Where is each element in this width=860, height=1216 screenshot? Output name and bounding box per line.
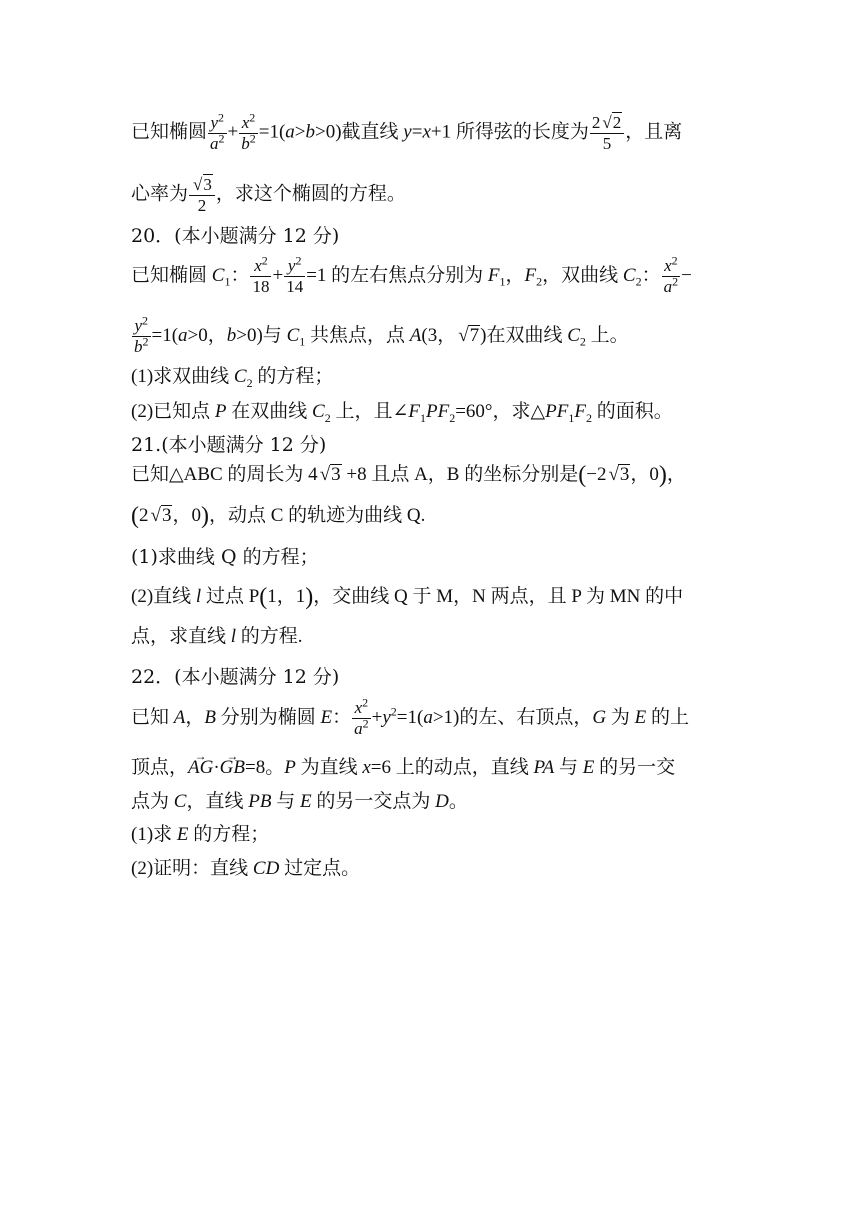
text: 过定点。 — [279, 858, 361, 879]
var: a — [178, 324, 188, 346]
var: C — [286, 324, 300, 346]
question-21-header: 21.(本小题满分 12 分) — [131, 434, 327, 456]
line-13 — [131, 624, 303, 650]
var: y — [134, 316, 143, 335]
var: C — [312, 401, 325, 422]
sqrt: √ 3 — [203, 174, 213, 195]
num: 2 — [591, 113, 601, 132]
line-7 — [131, 399, 673, 425]
text: ，0 — [630, 464, 659, 485]
line-15 — [131, 695, 690, 739]
line-6 — [131, 364, 333, 390]
var: b — [241, 133, 250, 153]
text: +8 且点 A，B 的坐标分别是 — [341, 464, 579, 485]
line-19 — [131, 856, 360, 882]
var: l — [230, 626, 237, 647]
var: a — [423, 706, 433, 728]
text: 顶点， — [131, 757, 189, 778]
var: F — [524, 264, 537, 286]
sub: 2 — [324, 410, 331, 425]
text: (2)直线 — [131, 586, 196, 607]
var: a — [210, 133, 219, 153]
text: ，直线 — [186, 791, 249, 812]
line-16 — [131, 755, 675, 781]
text: ： — [641, 264, 661, 286]
text: =1( — [151, 324, 179, 346]
fraction — [239, 109, 258, 154]
var: E — [634, 706, 647, 728]
var: x — [241, 112, 250, 132]
text: ， — [505, 264, 525, 286]
text: ，交曲线 Q 于 M，N 两点，且 P 为 MN 的中 — [313, 586, 684, 607]
fraction — [132, 313, 151, 357]
text: 的方程； — [252, 366, 334, 387]
sqrt: √ 3 — [618, 464, 630, 485]
text: ： — [230, 264, 250, 286]
sup: 2 — [390, 704, 397, 719]
text: 的上 — [646, 706, 690, 728]
sup: 2 — [249, 130, 256, 145]
line-9 — [131, 462, 686, 488]
text: =1( — [258, 121, 286, 143]
var: x — [254, 256, 262, 275]
var: b — [226, 324, 237, 346]
text: =1( — [396, 706, 424, 728]
paren: ) — [305, 584, 314, 610]
text: =1 的左右焦点分别为 — [306, 264, 488, 286]
text: (1)求 — [131, 824, 177, 845]
sup: 2 — [362, 695, 369, 710]
paren: ) — [200, 503, 209, 529]
sub: 2 — [449, 410, 456, 425]
text: = — [411, 121, 423, 143]
sup: 2 — [362, 716, 369, 731]
line-5 — [131, 313, 629, 357]
den: 2 — [197, 196, 207, 215]
text: 2 — [139, 505, 149, 526]
fraction — [250, 253, 271, 297]
text: · — [213, 757, 220, 778]
text: 为直线 — [295, 757, 363, 778]
fraction — [284, 253, 305, 297]
var: E — [582, 757, 595, 778]
var: y — [403, 121, 412, 143]
text: 1，1 — [267, 586, 306, 607]
line-12 — [131, 584, 683, 610]
text: 分别为椭圆 — [216, 706, 321, 728]
question-20-header: 20．(本小题满分 12 分) — [131, 225, 340, 247]
fraction — [352, 695, 371, 739]
var: A — [173, 706, 186, 728]
sqrt: √ 3 — [330, 464, 342, 485]
var: E — [320, 706, 333, 728]
text: =60°，求△ — [455, 401, 546, 422]
var: F — [487, 264, 500, 286]
sub: 1 — [499, 274, 506, 289]
text: 点，求直线 — [131, 626, 231, 647]
var: PF — [545, 401, 569, 422]
text: (2)证明：直线 — [131, 858, 253, 879]
paren: ( — [131, 503, 139, 529]
text: 。 — [448, 791, 468, 812]
paren: ( — [259, 584, 268, 610]
fraction — [662, 253, 681, 297]
text: ，双曲线 — [542, 264, 623, 286]
text: >1)的左、右顶点， — [432, 706, 593, 728]
text: 已知椭圆 — [131, 264, 212, 286]
text: 点为 — [131, 791, 174, 812]
var: x — [664, 256, 672, 275]
var: PB — [248, 791, 272, 812]
sup: 2 — [218, 109, 225, 124]
sqrt: √ 2 — [612, 112, 622, 133]
sub: 2 — [246, 375, 253, 390]
line-2 — [131, 174, 406, 216]
sub: 2 — [635, 274, 642, 289]
text: 上。 — [585, 324, 629, 346]
var: y — [382, 706, 391, 728]
text: =6 上的动点，直线 — [370, 757, 534, 778]
text: >0)与 — [236, 324, 287, 346]
sup: 2 — [249, 109, 256, 124]
text: ，且离 — [625, 121, 683, 143]
var: C — [173, 791, 187, 812]
text: − — [681, 264, 692, 286]
text: 已知椭圆 — [131, 121, 208, 143]
var: b — [134, 337, 143, 356]
sup: 2 — [261, 253, 268, 268]
text: > — [294, 121, 306, 143]
vector-gb: GB → — [220, 755, 245, 781]
var: C — [622, 264, 636, 286]
line-10 — [131, 503, 425, 529]
text: + — [272, 264, 284, 286]
sup: 2 — [142, 313, 149, 328]
sup: 2 — [672, 274, 679, 289]
var: a — [354, 719, 363, 738]
text: + — [227, 121, 239, 143]
text: 的面积。 — [591, 401, 673, 422]
var: G — [592, 706, 607, 728]
sub: 2 — [536, 274, 543, 289]
text: 与 — [271, 791, 300, 812]
text: >0， — [187, 324, 227, 346]
sub: 2 — [579, 334, 586, 349]
question-22-header: 22．(本小题满分 12 分) — [131, 666, 340, 688]
var: l — [195, 586, 202, 607]
var: x — [354, 698, 363, 717]
sub: 1 — [420, 410, 426, 425]
var: x — [422, 121, 431, 143]
text: −2 — [586, 464, 607, 485]
text: ： — [332, 706, 352, 728]
var: PA — [533, 757, 555, 778]
var: PF — [426, 401, 450, 422]
var: A — [409, 324, 422, 346]
var: x — [362, 757, 371, 778]
paren: ( — [578, 462, 587, 488]
sub: 1 — [568, 410, 575, 425]
sup: 2 — [671, 253, 678, 268]
den: 5 — [602, 134, 612, 153]
sqrt: √ 3 — [161, 505, 173, 526]
var: P — [284, 757, 296, 778]
var: B — [204, 706, 216, 728]
vector-ag: AG → — [188, 755, 213, 781]
var: a — [285, 121, 295, 143]
den: 18 — [252, 277, 270, 296]
text: 的另一交 — [594, 757, 676, 778]
text: )在双曲线 — [480, 324, 568, 346]
text: 的方程； — [188, 824, 270, 845]
sqrt: √ 7 — [468, 325, 480, 346]
text: (3， — [421, 324, 457, 346]
den: 14 — [286, 277, 304, 296]
var: P — [214, 401, 227, 422]
var: F — [574, 401, 586, 422]
text: (2)已知点 — [131, 401, 215, 422]
var: F — [408, 401, 420, 422]
var: CD — [252, 858, 280, 879]
var: C — [567, 324, 580, 346]
var: y — [287, 256, 296, 275]
sub: 1 — [299, 334, 306, 349]
text: ，动点 C 的轨迹为曲线 Q. — [208, 505, 426, 526]
var: C — [233, 366, 247, 387]
line-4 — [131, 253, 692, 297]
var: a — [663, 277, 673, 296]
text: 的方程. — [236, 626, 303, 647]
text: 上，且∠ — [330, 401, 409, 422]
text: ， — [666, 464, 686, 485]
text: 共焦点，点 — [305, 324, 410, 346]
var: D — [435, 791, 449, 812]
sub: 1 — [224, 274, 231, 289]
sub: 2 — [585, 410, 592, 425]
var: E — [299, 791, 312, 812]
line-18 — [131, 822, 269, 848]
fraction — [590, 112, 624, 154]
fraction — [189, 174, 215, 216]
text: 已知 — [131, 706, 174, 728]
text: 为 — [606, 706, 635, 728]
sup: 2 — [142, 334, 149, 349]
text: ，求这个椭圆的方程。 — [215, 183, 406, 205]
var: E — [176, 824, 189, 845]
text: 与 — [554, 757, 583, 778]
line-17 — [131, 789, 468, 815]
question-21-part-1: (1)求曲线 Q 的方程； — [131, 546, 319, 568]
text: 过点 P — [201, 586, 260, 607]
text: 在双曲线 — [226, 401, 313, 422]
var: y — [210, 112, 219, 132]
text: 已知△ABC 的周长为 4 — [131, 464, 318, 485]
text: +1 所得弦的长度为 — [430, 121, 589, 143]
sup: 2 — [295, 253, 302, 268]
sup: 2 — [218, 130, 225, 145]
fraction — [208, 109, 227, 154]
text: ， — [185, 706, 205, 728]
var: b — [305, 121, 315, 143]
text: 的另一交点为 — [311, 791, 436, 812]
var: C — [211, 264, 225, 286]
text: >0)截直线 — [315, 121, 404, 143]
paren: ) — [658, 462, 667, 488]
text: 心率为 — [131, 183, 189, 205]
text: + — [371, 706, 383, 728]
text: ，0 — [172, 505, 201, 526]
line-1 — [131, 109, 683, 154]
text: (1)求双曲线 — [131, 366, 234, 387]
text: =8。 — [245, 757, 285, 778]
